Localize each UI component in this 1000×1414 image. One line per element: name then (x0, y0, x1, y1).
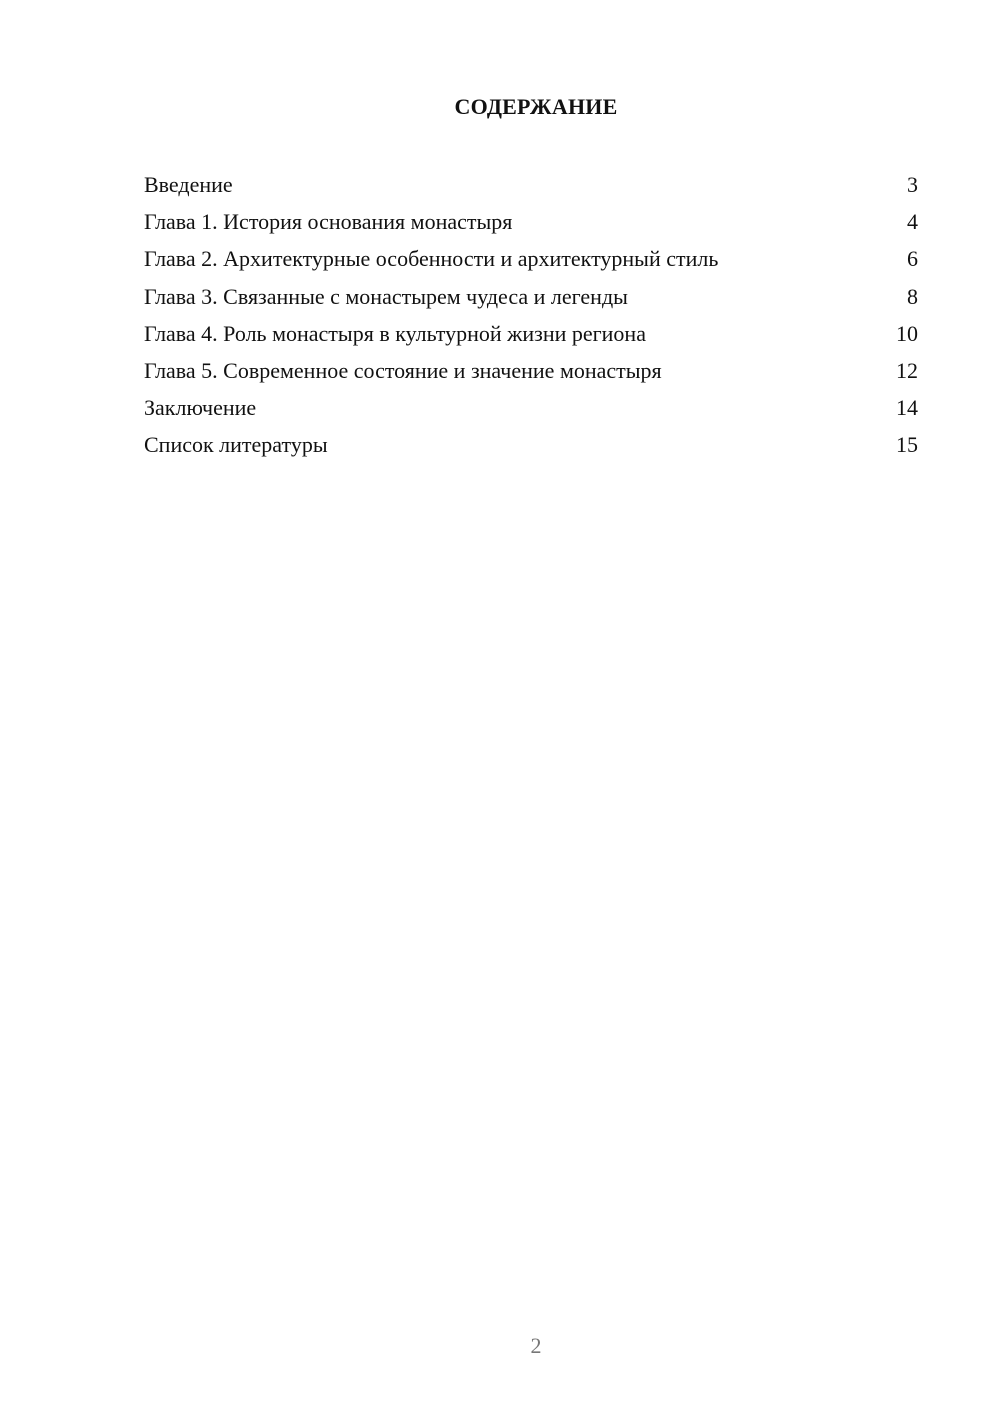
toc-entry-label: Введение (144, 172, 233, 197)
toc-entry-page: 10 (896, 320, 918, 346)
toc-entry-chapter-3 (144, 282, 918, 319)
toc-entry-page: 3 (907, 172, 918, 197)
toc-entry-label: Глава 4. Роль монастыря в культурной жизни региона (144, 320, 646, 346)
table-of-contents (144, 170, 918, 468)
page-number: 2 (530, 1333, 542, 1358)
toc-entry-page: 4 (907, 209, 918, 235)
toc-entry-page: 12 (896, 357, 918, 383)
toc-entry-chapter-5 (144, 356, 918, 393)
toc-entry-chapter-1 (144, 207, 918, 244)
toc-entry-conclusion (144, 393, 918, 430)
toc-entry-references (144, 430, 918, 467)
toc-entry-label: Глава 1. История основания монастыря (144, 209, 513, 235)
toc-entry-page: 15 (896, 432, 918, 458)
toc-entry-introduction (144, 170, 918, 207)
toc-entry-chapter-4 (144, 319, 918, 356)
toc-entry-page: 6 (907, 246, 918, 272)
page-title: СОДЕРЖАНИЕ (454, 94, 618, 119)
toc-entry-chapter-2 (144, 244, 918, 281)
toc-entry-label: Глава 2. Архитектурные особенности и архитектурный стиль (144, 246, 719, 272)
toc-entry-label: Список литературы (144, 432, 328, 458)
toc-entry-label: Глава 3. Связанные с монастырем чудеса и легенды (144, 283, 628, 309)
toc-entry-label: Заключение (144, 395, 257, 421)
toc-entry-page: 14 (896, 395, 918, 421)
toc-entry-label: Глава 5. Современное состояние и значение монастыря (144, 357, 662, 383)
toc-entry-page: 8 (907, 283, 918, 309)
